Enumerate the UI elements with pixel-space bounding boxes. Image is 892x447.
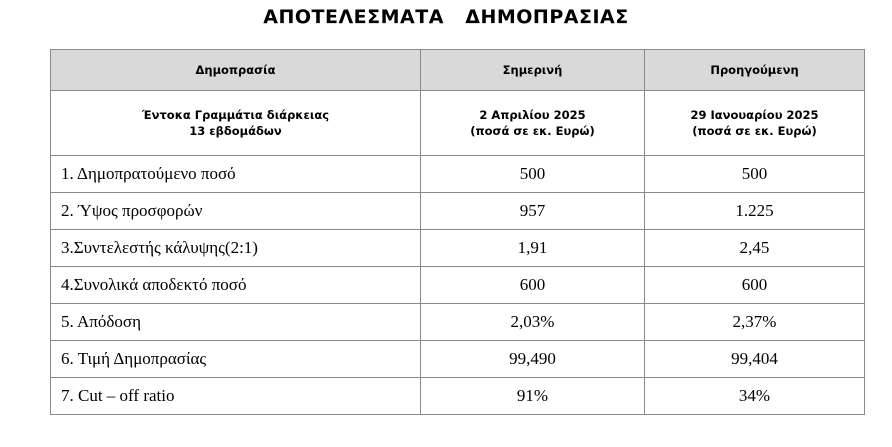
row-previous-value: 2,45 [645,230,865,267]
row-label: 6. Τιμή Δημοπρασίας [51,341,421,378]
current-date-cell [421,91,645,156]
row-current-value: 500 [421,156,645,193]
row-previous-value: 600 [645,267,865,304]
auction-results-table [50,49,865,415]
row-current-value: 1,91 [421,230,645,267]
row-label: 3.Συντελεστής κάλυψης(2:1) [51,230,421,267]
instrument-line1: Έντοκα Γραμμάτια διάρκειας [141,108,330,122]
row-previous-value: 1.225 [645,193,865,230]
row-label: 1. Δημοπρατούμενο ποσό [51,156,421,193]
row-previous-value: 2,37% [645,304,865,341]
row-current-value: 91% [421,378,645,415]
table-subheader-row [51,91,865,156]
table-row [51,230,865,267]
current-date: 2 Απριλίου 2025 [479,108,586,122]
table-row [51,341,865,378]
row-previous-value: 500 [645,156,865,193]
previous-date: 29 Ιανουαρίου 2025 [690,108,819,122]
previous-date-cell [645,91,865,156]
table-row [51,156,865,193]
row-current-value: 957 [421,193,645,230]
table-row [51,378,865,415]
row-current-value: 2,03% [421,304,645,341]
header-current: Σημερινή [421,50,645,91]
page-title: ΑΠΟΤΕΛΕΣΜΑΤΑ ΔΗΜΟΠΡΑΣΙΑΣ [263,6,629,28]
row-label: 7. Cut – off ratio [51,378,421,415]
table-header-row [51,50,865,91]
current-unit: (ποσά σε εκ. Ευρώ) [470,124,595,138]
row-previous-value: 34% [645,378,865,415]
instrument-cell [51,91,421,156]
row-current-value: 600 [421,267,645,304]
table-row [51,304,865,341]
header-previous: Προηγούμενη [645,50,865,91]
row-label: 5. Απόδοση [51,304,421,341]
row-previous-value: 99,404 [645,341,865,378]
row-label: 4.Συνολικά αποδεκτό ποσό [51,267,421,304]
row-label: 2. Ύψος προσφορών [51,193,421,230]
table-row [51,267,865,304]
row-current-value: 99,490 [421,341,645,378]
previous-unit: (ποσά σε εκ. Ευρώ) [692,124,817,138]
table-row [51,193,865,230]
instrument-line2: 13 εβδομάδων [189,124,282,138]
header-auction: Δημοπρασία [51,50,421,91]
